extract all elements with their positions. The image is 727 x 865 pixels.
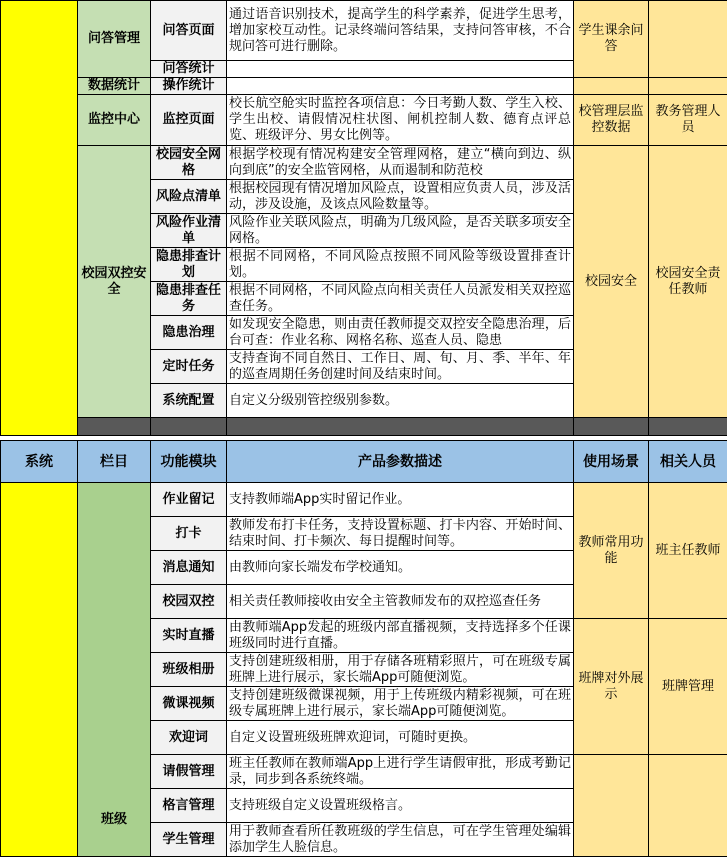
desc-qa-stats <box>227 61 574 78</box>
column-data: 数据统计 <box>78 78 151 95</box>
desc-safety: 根据不同网格，不同风险点向相关责任人员派发相关双控巡查任务。 <box>227 282 574 316</box>
system-cell-top <box>1 1 78 436</box>
module-class: 学生管理 <box>151 823 227 857</box>
desc-safety: 风险作业关联风险点，明确为几级风险，是否关联多项安全网格。 <box>227 214 574 248</box>
desc-class: 支持班级自定义设置班级格言。 <box>227 789 574 823</box>
people-group2: 班牌管理 <box>649 619 727 755</box>
desc-data-ops <box>227 78 574 95</box>
column-safety: 校园双控安全 <box>78 146 151 418</box>
people-monitor: 教务管理人员 <box>649 95 727 146</box>
scene-qa: 学生课余问答 <box>574 1 649 78</box>
module-safety: 隐患排查任务 <box>151 282 227 316</box>
module-data-ops: 操作统计 <box>151 78 227 95</box>
module-class: 校园双控 <box>151 585 227 619</box>
people-group3 <box>649 755 727 857</box>
module-safety: 校园安全网格 <box>151 146 227 180</box>
desc-class: 支持创建班级相册，用于存储各班精彩照片，可在班级专属班牌上进行展示，家长端App可随便浏览。 <box>227 653 574 687</box>
module-safety: 风险作业清单 <box>151 214 227 248</box>
scene-data <box>574 78 649 95</box>
module-class: 请假管理 <box>151 755 227 789</box>
people-safety: 校园安全责任教师 <box>649 146 727 418</box>
module-qa-stats: 问答统计 <box>151 61 227 78</box>
feature-table-bottom <box>0 482 727 857</box>
scene-monitor: 校管理层监控数据 <box>574 95 649 146</box>
header-module: 功能模块 <box>151 441 227 483</box>
desc-class: 教师发布打卡任务，支持设置标题、打卡内容、开始时间、结束时间、打卡频次、每日提醒时间等。 <box>227 517 574 551</box>
module-class: 作业留记 <box>151 483 227 517</box>
desc-class: 相关责任教师接收由安全主管教师发布的双控巡查任务 <box>227 585 574 619</box>
module-monitor-page: 监控页面 <box>151 95 227 146</box>
scene-group3 <box>574 755 649 857</box>
people-data <box>649 78 727 95</box>
desc-class: 由教师端App发起的班级内部直播视频，支持选择多个任课班级同时进行直播。 <box>227 619 574 653</box>
desc-class: 班主任教师在教师端App上进行学生请假审批，形成考勤记录，同步到各系统终端。 <box>227 755 574 789</box>
desc-class: 自定义设置班级班牌欢迎词，可随时更换。 <box>227 721 574 755</box>
module-class: 微课视频 <box>151 687 227 721</box>
module-class: 班级相册 <box>151 653 227 687</box>
module-class: 实时直播 <box>151 619 227 653</box>
desc-qa-page: 通过语音识别技术，提高学生的科学素养，促进学生思考，增加家校互动性。记录终端问答结果，支持问答审核，不合规问答可进行删除。 <box>227 1 574 61</box>
desc-safety: 自定义分级别管控级别参数。 <box>227 384 574 418</box>
desc-safety: 根据学校现有情况构建安全管理网格，建立“横向到边、纵向到底”的安全监管网格，从而遏制和防范校 <box>227 146 574 180</box>
scene-safety: 校园安全 <box>574 146 649 418</box>
column-qa: 问答管理 <box>78 1 151 78</box>
desc-class: 支持创建班级微课视频，用于上传班级内精彩视频，可在班级专属班牌上进行展示，家长端App可随便浏览。 <box>227 687 574 721</box>
people-group1: 班主任教师 <box>649 483 727 619</box>
desc-class: 由教师向家长端发布学校通知。 <box>227 551 574 585</box>
module-safety: 隐患排查计划 <box>151 248 227 282</box>
system-cell-bottom <box>1 483 78 857</box>
scene-group2: 班牌对外展示 <box>574 619 649 755</box>
module-class: 格言管理 <box>151 789 227 823</box>
column-class-label: 班级 <box>100 811 127 827</box>
desc-safety: 根据不同网格，不同风险点按照不同风险等级设置排查计划。 <box>227 248 574 282</box>
header-column: 栏目 <box>78 441 151 483</box>
desc-safety: 根据校园现有情况增加风险点，设置相应负责人员，涉及活动，涉及设施，及该点风险数量等。 <box>227 180 574 214</box>
column-monitor: 监控中心 <box>78 95 151 146</box>
desc-monitor-page: 校长航空舱实时监控各项信息：今日考勤人数、学生入校、学生出校、请假情况柱状图、闸机控制人数、德育点评总览、班级评分、男女比例等。 <box>227 95 574 146</box>
header-table <box>0 440 727 483</box>
header-scene: 使用场景 <box>574 441 649 483</box>
module-class: 欢迎词 <box>151 721 227 755</box>
scene-group1: 教师常用功能 <box>574 483 649 619</box>
desc-class: 用于教师查看所任教班级的学生信息，可在学生管理处编辑添加学生人脸信息。 <box>227 823 574 857</box>
header-description: 产品参数描述 <box>227 441 574 483</box>
header-people: 相关人员 <box>649 441 727 483</box>
module-safety: 定时任务 <box>151 350 227 384</box>
desc-safety: 如发现安全隐患，则由责任教师提交双控安全隐患治理，后台可查：作业名称、网格名称、巡查人员、隐患 <box>227 316 574 350</box>
module-class: 打卡 <box>151 517 227 551</box>
column-class <box>78 483 151 857</box>
module-safety: 系统配置 <box>151 384 227 418</box>
header-system: 系统 <box>1 441 78 483</box>
module-safety: 风险点清单 <box>151 180 227 214</box>
separator-row <box>1 418 727 436</box>
people-qa <box>649 1 727 78</box>
desc-class: 支持教师端App实时留记作业。 <box>227 483 574 517</box>
module-class: 消息通知 <box>151 551 227 585</box>
module-qa-page: 问答页面 <box>151 1 227 61</box>
desc-safety: 支持查询不同自然日、工作日、周、旬、月、季、半年、年的巡查周期任务创建时间及结束时间。 <box>227 350 574 384</box>
module-safety: 隐患治理 <box>151 316 227 350</box>
